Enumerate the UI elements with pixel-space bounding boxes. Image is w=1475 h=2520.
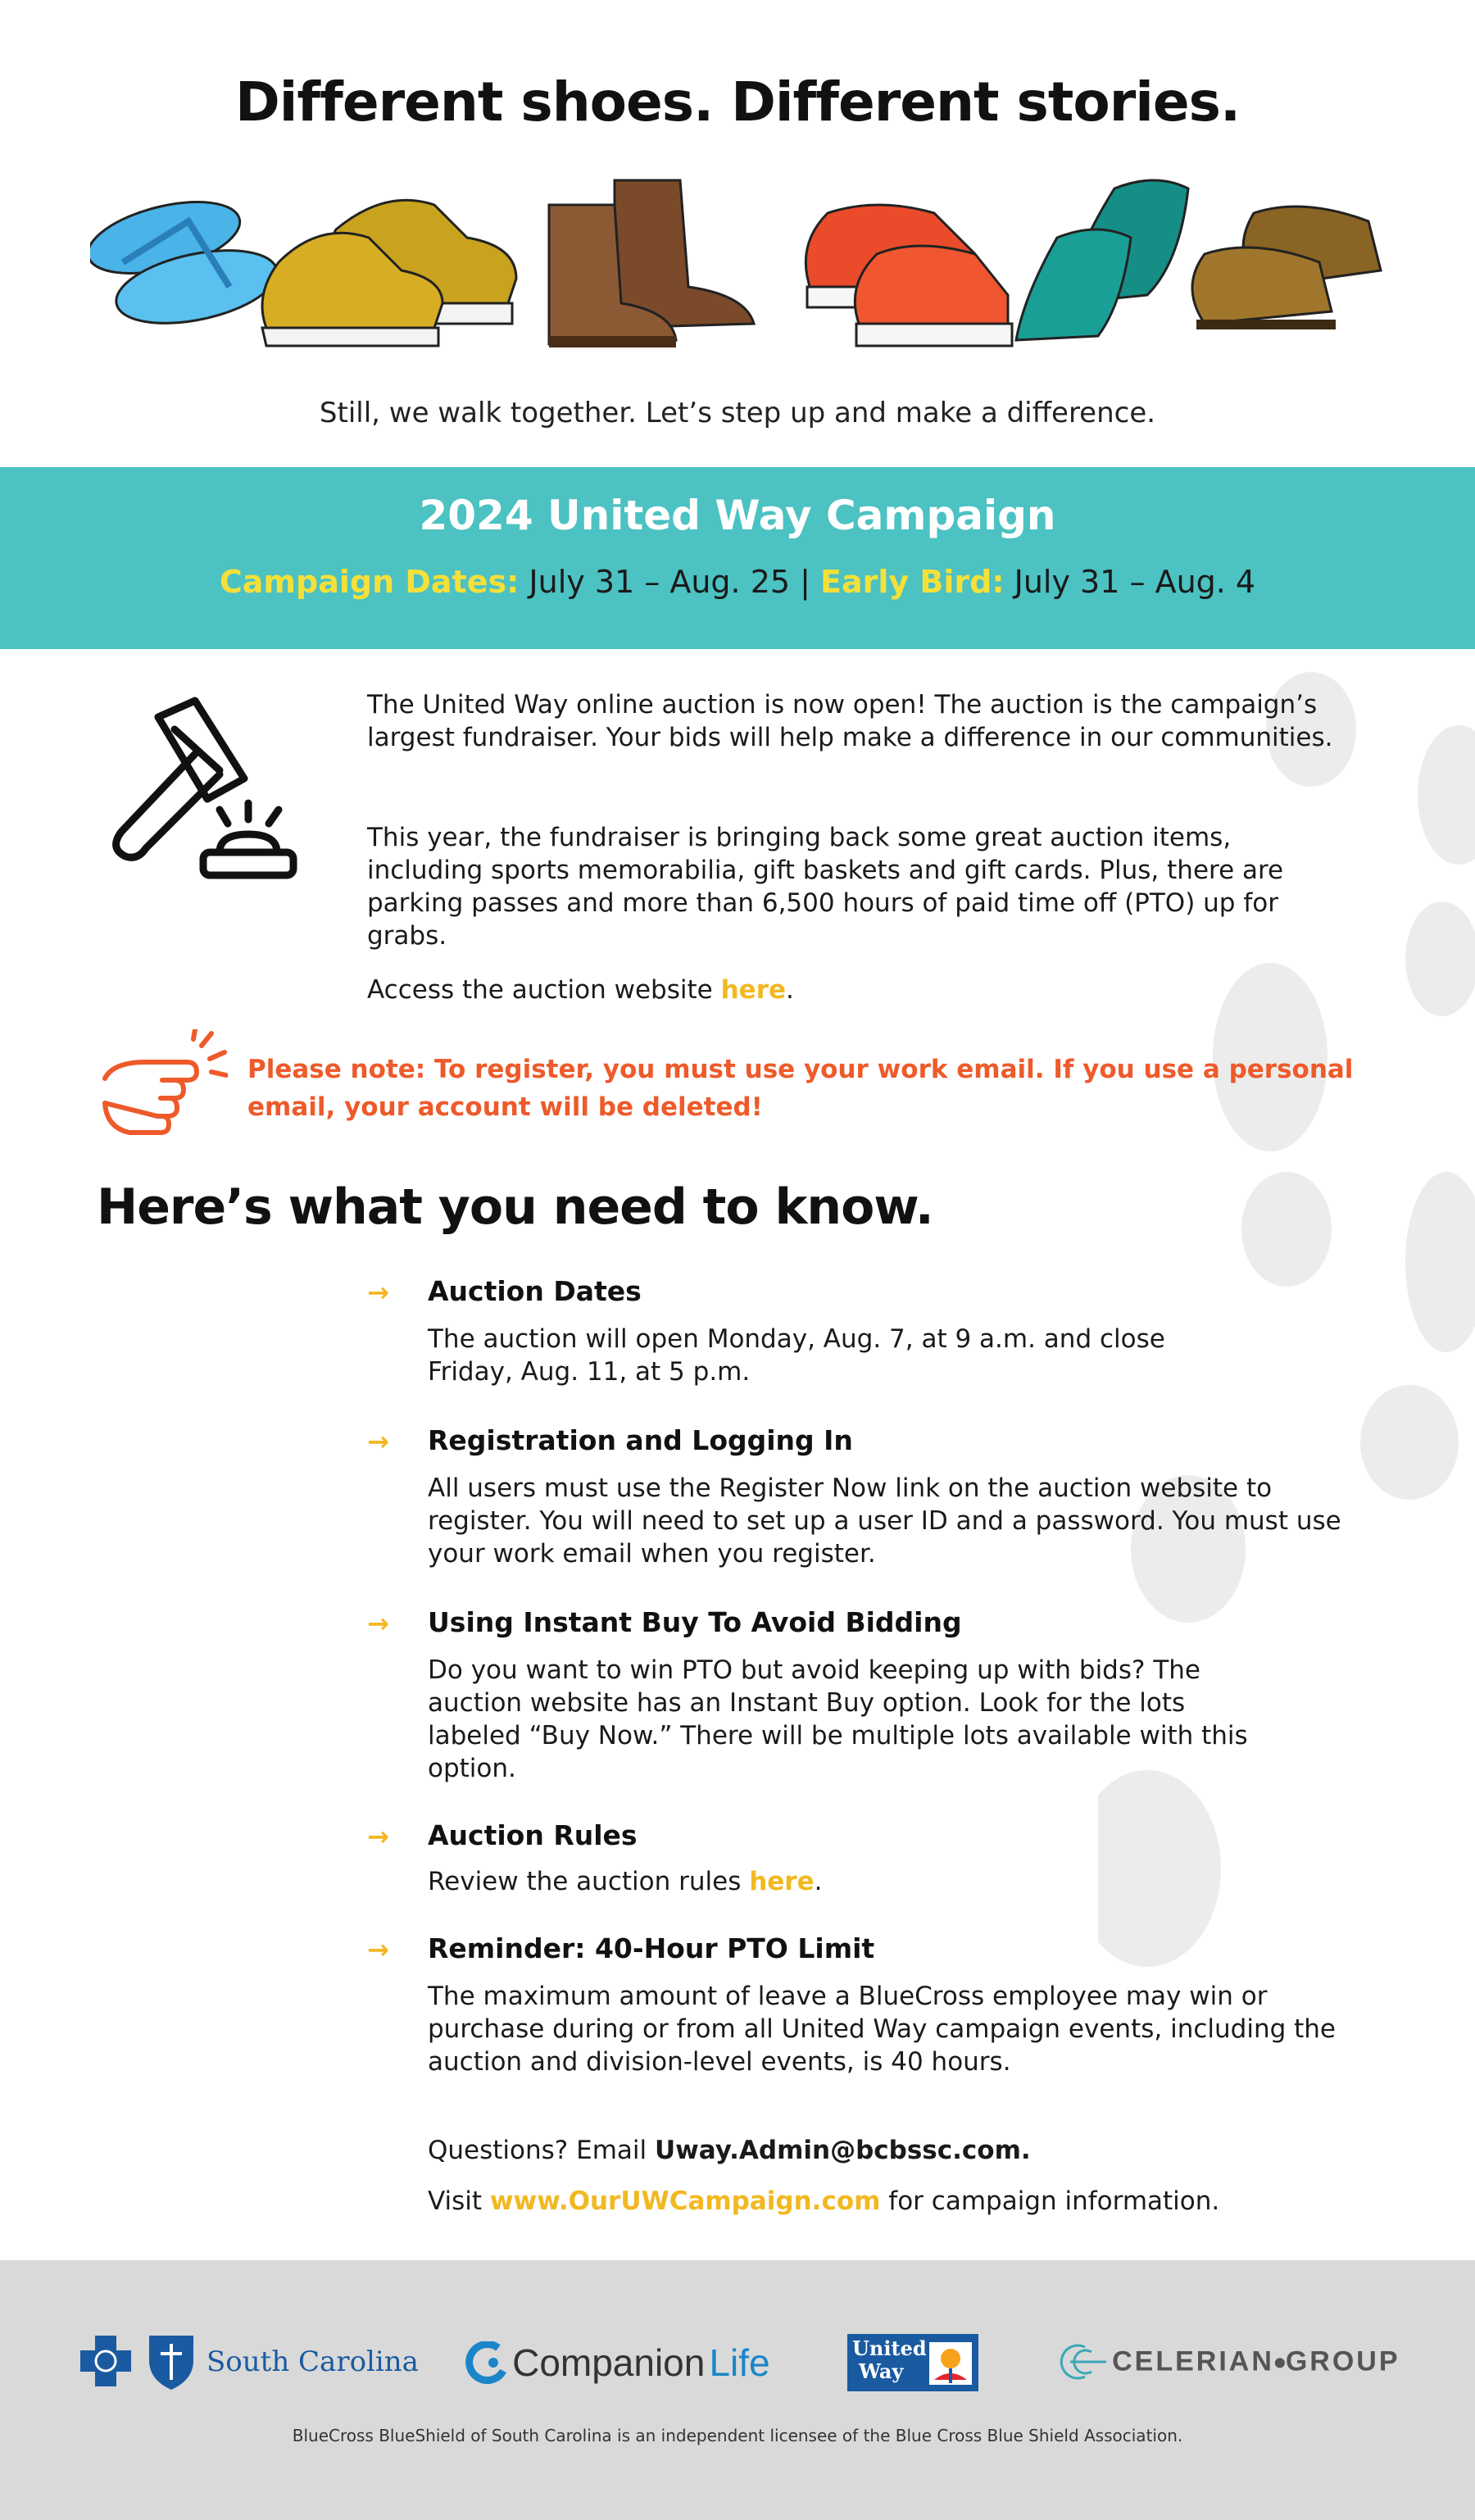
questions-line xyxy=(428,2134,1378,2167)
celerian-text: CELERIAN xyxy=(1112,2345,1274,2377)
rules-text: Review the auction rules xyxy=(428,1867,742,1896)
united-text: United xyxy=(852,2336,927,2360)
red-sneakers-icon xyxy=(806,205,1012,346)
group-text: GROUP xyxy=(1285,2345,1400,2377)
item-title: Auction Rules xyxy=(428,1819,638,1851)
bluecross-blueshield-icon xyxy=(79,2332,202,2391)
united-way-hand-icon xyxy=(929,2342,972,2385)
notice-emphasis: must xyxy=(664,1055,736,1084)
campaign-dates xyxy=(0,564,1475,600)
page-headline: Different shoes. Different stories. xyxy=(234,70,1241,134)
item-body: Do you want to win PTO but avoid keeping up with bids? The auction website has an Instant Buy option. Look for the lots labeled “Buy Now.” There will be multiple lots available with this option. xyxy=(428,1655,1248,1783)
item-body: All users must use the Register Now link on the auction website to register. You will need to set up a user ID and a password. You must use your work email when you register. xyxy=(428,1473,1341,1569)
item-title: Using Instant Buy To Avoid Bidding xyxy=(428,1606,962,1638)
campaign-dates-value: July 31 – Aug. 25 xyxy=(529,564,791,600)
teal-heels-icon xyxy=(1016,180,1188,340)
arrow-icon: → xyxy=(367,1821,389,1852)
auction-website-link[interactable]: here xyxy=(720,975,787,1005)
celerian-group-logo: CELERIAN●GROUP xyxy=(1049,2341,1400,2383)
notice-post: use your work email. If you use a personal email, your account will be deleted! xyxy=(247,1055,1354,1122)
intro-paragraph-2: This year, the fundraiser is bringing back some great auction items, including sports memorabilia, gift baskets and gift cards. Plus, there are parking passes and more than 6,500 hours of paid time off (PTO) up for grabs. xyxy=(367,823,1284,951)
registration-notice xyxy=(247,1051,1378,1126)
gavel-icon xyxy=(97,697,318,901)
access-end: . xyxy=(786,975,794,1005)
access-text: Access the auction website xyxy=(367,975,713,1005)
section-title: Here’s what you need to know. xyxy=(97,1178,933,1236)
legal-disclaimer: BlueCross BlueShield of South Carolina is an independent licensee of the Blue Cross Blue Shield Association. xyxy=(292,2426,1183,2445)
companion-text: Companion xyxy=(512,2341,706,2384)
chelsea-boots-icon xyxy=(549,180,754,347)
notice-pre: Please note: To register, you xyxy=(247,1055,656,1084)
campaign-website-link[interactable]: www.OurUWCampaign.com xyxy=(489,2186,881,2216)
campaign-banner xyxy=(0,467,1475,649)
visit-text: Visit xyxy=(428,2186,483,2216)
companion-life-icon xyxy=(465,2341,508,2384)
intro-paragraph-1: The United Way online auction is now open! The auction is the campaign’s largest fundraiser. Your bids will help make a difference in our communities. xyxy=(367,690,1333,752)
admin-email-link[interactable]: Uway.Admin@bcbssc.com xyxy=(654,2136,1021,2165)
way-text: Way xyxy=(859,2359,904,2383)
item-body: The maximum amount of leave a BlueCross employee may win or purchase during or from all United Way campaign events, including the auction and division-level events, is 40 hours. xyxy=(428,1982,1336,2077)
celerian-icon xyxy=(1049,2341,1108,2383)
item-title: Reminder: 40-Hour PTO Limit xyxy=(428,1932,875,1964)
footer xyxy=(0,2260,1475,2520)
arrow-icon: → xyxy=(367,1426,389,1457)
dates-separator: | xyxy=(800,564,810,600)
arrow-icon: → xyxy=(367,1934,389,1965)
united-way-logo xyxy=(847,2334,978,2391)
bcbs-logo-text: South Carolina xyxy=(206,2345,419,2378)
item-title: Auction Dates xyxy=(428,1275,642,1307)
banner-title: 2024 United Way Campaign xyxy=(419,492,1056,539)
sneakers-icon xyxy=(262,200,516,346)
early-bird-value: July 31 – Aug. 4 xyxy=(1014,564,1256,600)
early-bird-label: Early Bird: xyxy=(820,564,1005,600)
bcbs-sc-logo xyxy=(79,2332,419,2395)
questions-text: Questions? Email xyxy=(428,2136,647,2165)
flip-flops-icon xyxy=(90,188,284,336)
companion-life-logo xyxy=(465,2341,770,2385)
tagline: Still, we walk together. Let’s step up and make a difference. xyxy=(319,397,1156,429)
arrow-icon: → xyxy=(367,1277,389,1308)
rules-end: . xyxy=(814,1867,823,1896)
item-title: Registration and Logging In xyxy=(428,1424,853,1456)
campaign-dates-label: Campaign Dates: xyxy=(219,564,520,600)
life-text: Life xyxy=(709,2341,770,2384)
arrow-icon: → xyxy=(367,1608,389,1639)
questions-end: . xyxy=(1020,2136,1031,2165)
shoes-illustration xyxy=(90,164,1385,361)
dress-shoes-icon xyxy=(1192,207,1381,329)
item-body xyxy=(428,1865,1378,1898)
visit-line xyxy=(428,2185,1378,2218)
pointing-hand-icon xyxy=(97,1029,228,1144)
auction-rules-link[interactable]: here xyxy=(749,1867,815,1896)
auction-access xyxy=(367,974,1350,1006)
visit-post: for campaign information. xyxy=(888,2186,1220,2216)
item-body: The auction will open Monday, Aug. 7, at 9 a.m. and close Friday, Aug. 11, at 5 p.m. xyxy=(428,1324,1165,1387)
